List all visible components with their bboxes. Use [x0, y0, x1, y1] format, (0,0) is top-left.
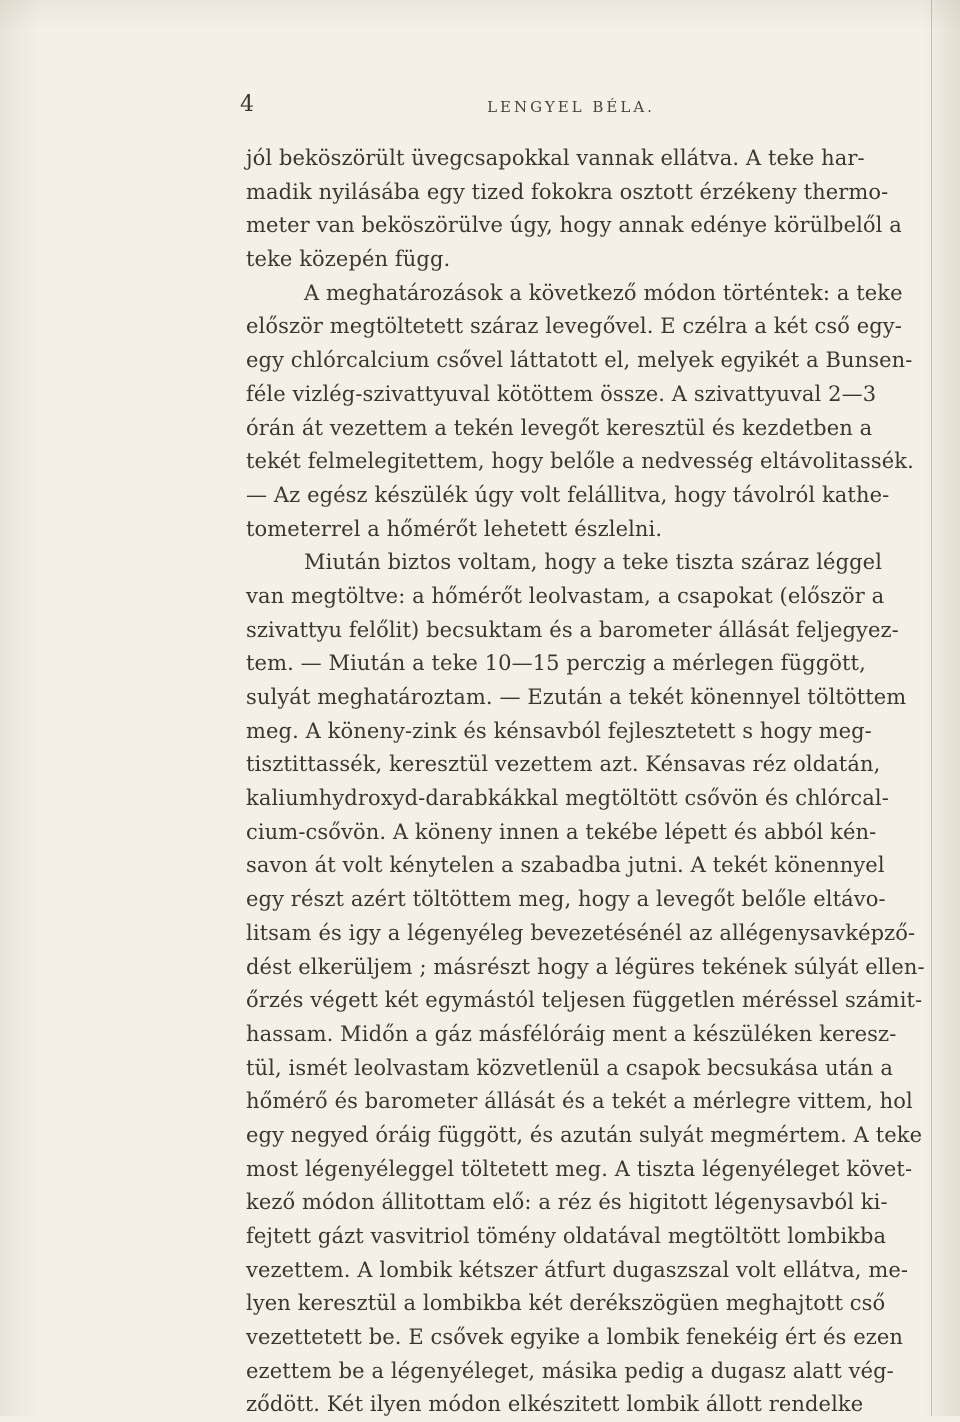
text-line: tem. — Miután a teke 10—15 perczig a mérlegen függött,: [246, 651, 866, 676]
text-line: dést elkerüljem ; másrészt hogy a légüres tekének súlyát ellen-: [246, 954, 925, 979]
page-edge-shadow: [931, 0, 932, 1416]
text-line: meg. A köneny-zink és kénsavból fejlesztetett s hogy meg-: [246, 718, 872, 743]
text-line: van megtöltve: a hőmérőt leolvastam, a csapokat (először a: [246, 583, 885, 608]
text-line: meter van beköszörülve úgy, hogy annak edénye körülbelől a: [246, 213, 902, 238]
paragraph-start-line: Miután biztos voltam, hogy a teke tiszta száraz léggel: [304, 550, 883, 575]
text-line: — Az egész készülék úgy volt felállitva, hogy távolról kathe-: [246, 482, 890, 507]
page-header: [240, 92, 840, 132]
text-line: teke közepén függ.: [246, 247, 451, 272]
text-line: hassam. Midőn a gáz másfélóráig ment a készüléken keresz-: [246, 1021, 897, 1046]
text-line: lyen keresztül a lombikba két derékszögüen meghajtott cső: [246, 1291, 886, 1316]
text-line: sulyát meghatároztam. — Ezután a tekét könennyel töltöttem: [246, 685, 907, 709]
body-text: [246, 142, 925, 1422]
text-line: hőmérő és barometer állását és a tekét a mérlegre vittem, hol: [246, 1089, 913, 1114]
text-line: egy részt azért töltöttem meg, hogy a levegőt belőle eltávo-: [246, 887, 886, 912]
text-line: vezettetett be. E csővek egyike a lombik fenekéig ért és ezen: [246, 1325, 904, 1350]
text-line: litsam és igy a légenyéleg bevezetésénél az allégenysavképző-: [246, 920, 916, 945]
text-line: madik nyilásába egy tized fokokra osztott érzékeny thermo-: [246, 179, 889, 204]
text-line: őrzés végett két egymástól teljesen független méréssel számit-: [246, 988, 923, 1013]
text-line: savon át volt kénytelen a szabadba jutni. A tekét könennyel: [246, 853, 885, 878]
text-line: egy chlórcalcium csővel láttatott el, melyek egyikét a Bunsen-: [246, 348, 913, 373]
text-line: tometerrel a hőmérőt lehetett észlelni.: [246, 516, 663, 541]
text-line: tül, ismét leolvastam közvetlenül a csapok becsukása után a: [246, 1055, 893, 1080]
text-line: szivattyu felőlit) becsuktam és a barometer állását feljegyez-: [246, 617, 899, 642]
page-number: 4: [240, 92, 254, 117]
running-head: LENGYEL BÉLA.: [487, 98, 655, 116]
text-line: először megtöltetett száraz levegővel. E czélra a két cső egy-: [246, 314, 902, 339]
text-line: ezettem be a légenyéleget, másika pedig a dugasz alatt vég-: [246, 1358, 894, 1383]
text-line: tisztittassék, keresztül vezettem azt. Kénsavas réz oldatán,: [246, 752, 881, 777]
text-line: féle vizlég-szivattyuval kötöttem össze. A szivattyuval 2—3: [246, 381, 877, 406]
paragraph-start-line: A meghatározások a következő módon történtek: a teke: [304, 280, 903, 305]
text-line: most légenyéleggel töltetett meg. A tiszta légenyéleget követ-: [246, 1156, 913, 1181]
text-line: egy negyed óráig függött, és azután sulyát megmértem. A teke: [246, 1122, 923, 1147]
text-line: ződött. Két ilyen módon elkészitett lombik állott rendelke: [246, 1392, 864, 1417]
text-line: vezettem. A lombik kétszer átfurt dugaszszal volt ellátva, me-: [246, 1257, 909, 1282]
text-line: tekét felmelegitettem, hogy belőle a nedvesség eltávolitassék.: [246, 449, 914, 474]
text-line: fejtett gázt vasvitriol tömény oldatával megtöltött lombikba: [246, 1224, 887, 1248]
text-line: kaliumhydroxyd-darabkákkal megtöltött csővön és chlórcal-: [246, 786, 889, 811]
text-line: jól beköszörült üvegcsapokkal vannak ellátva. A teke har-: [246, 146, 865, 170]
text-line: kező módon állitottam elő: a réz és higitott légenysavból ki-: [246, 1190, 888, 1215]
text-line: órán át vezettem a tekén levegőt keresztül és kezdetben a: [246, 415, 873, 440]
text-line: cium-csővön. A köneny innen a tekébe lépett és abból kén-: [246, 819, 877, 844]
